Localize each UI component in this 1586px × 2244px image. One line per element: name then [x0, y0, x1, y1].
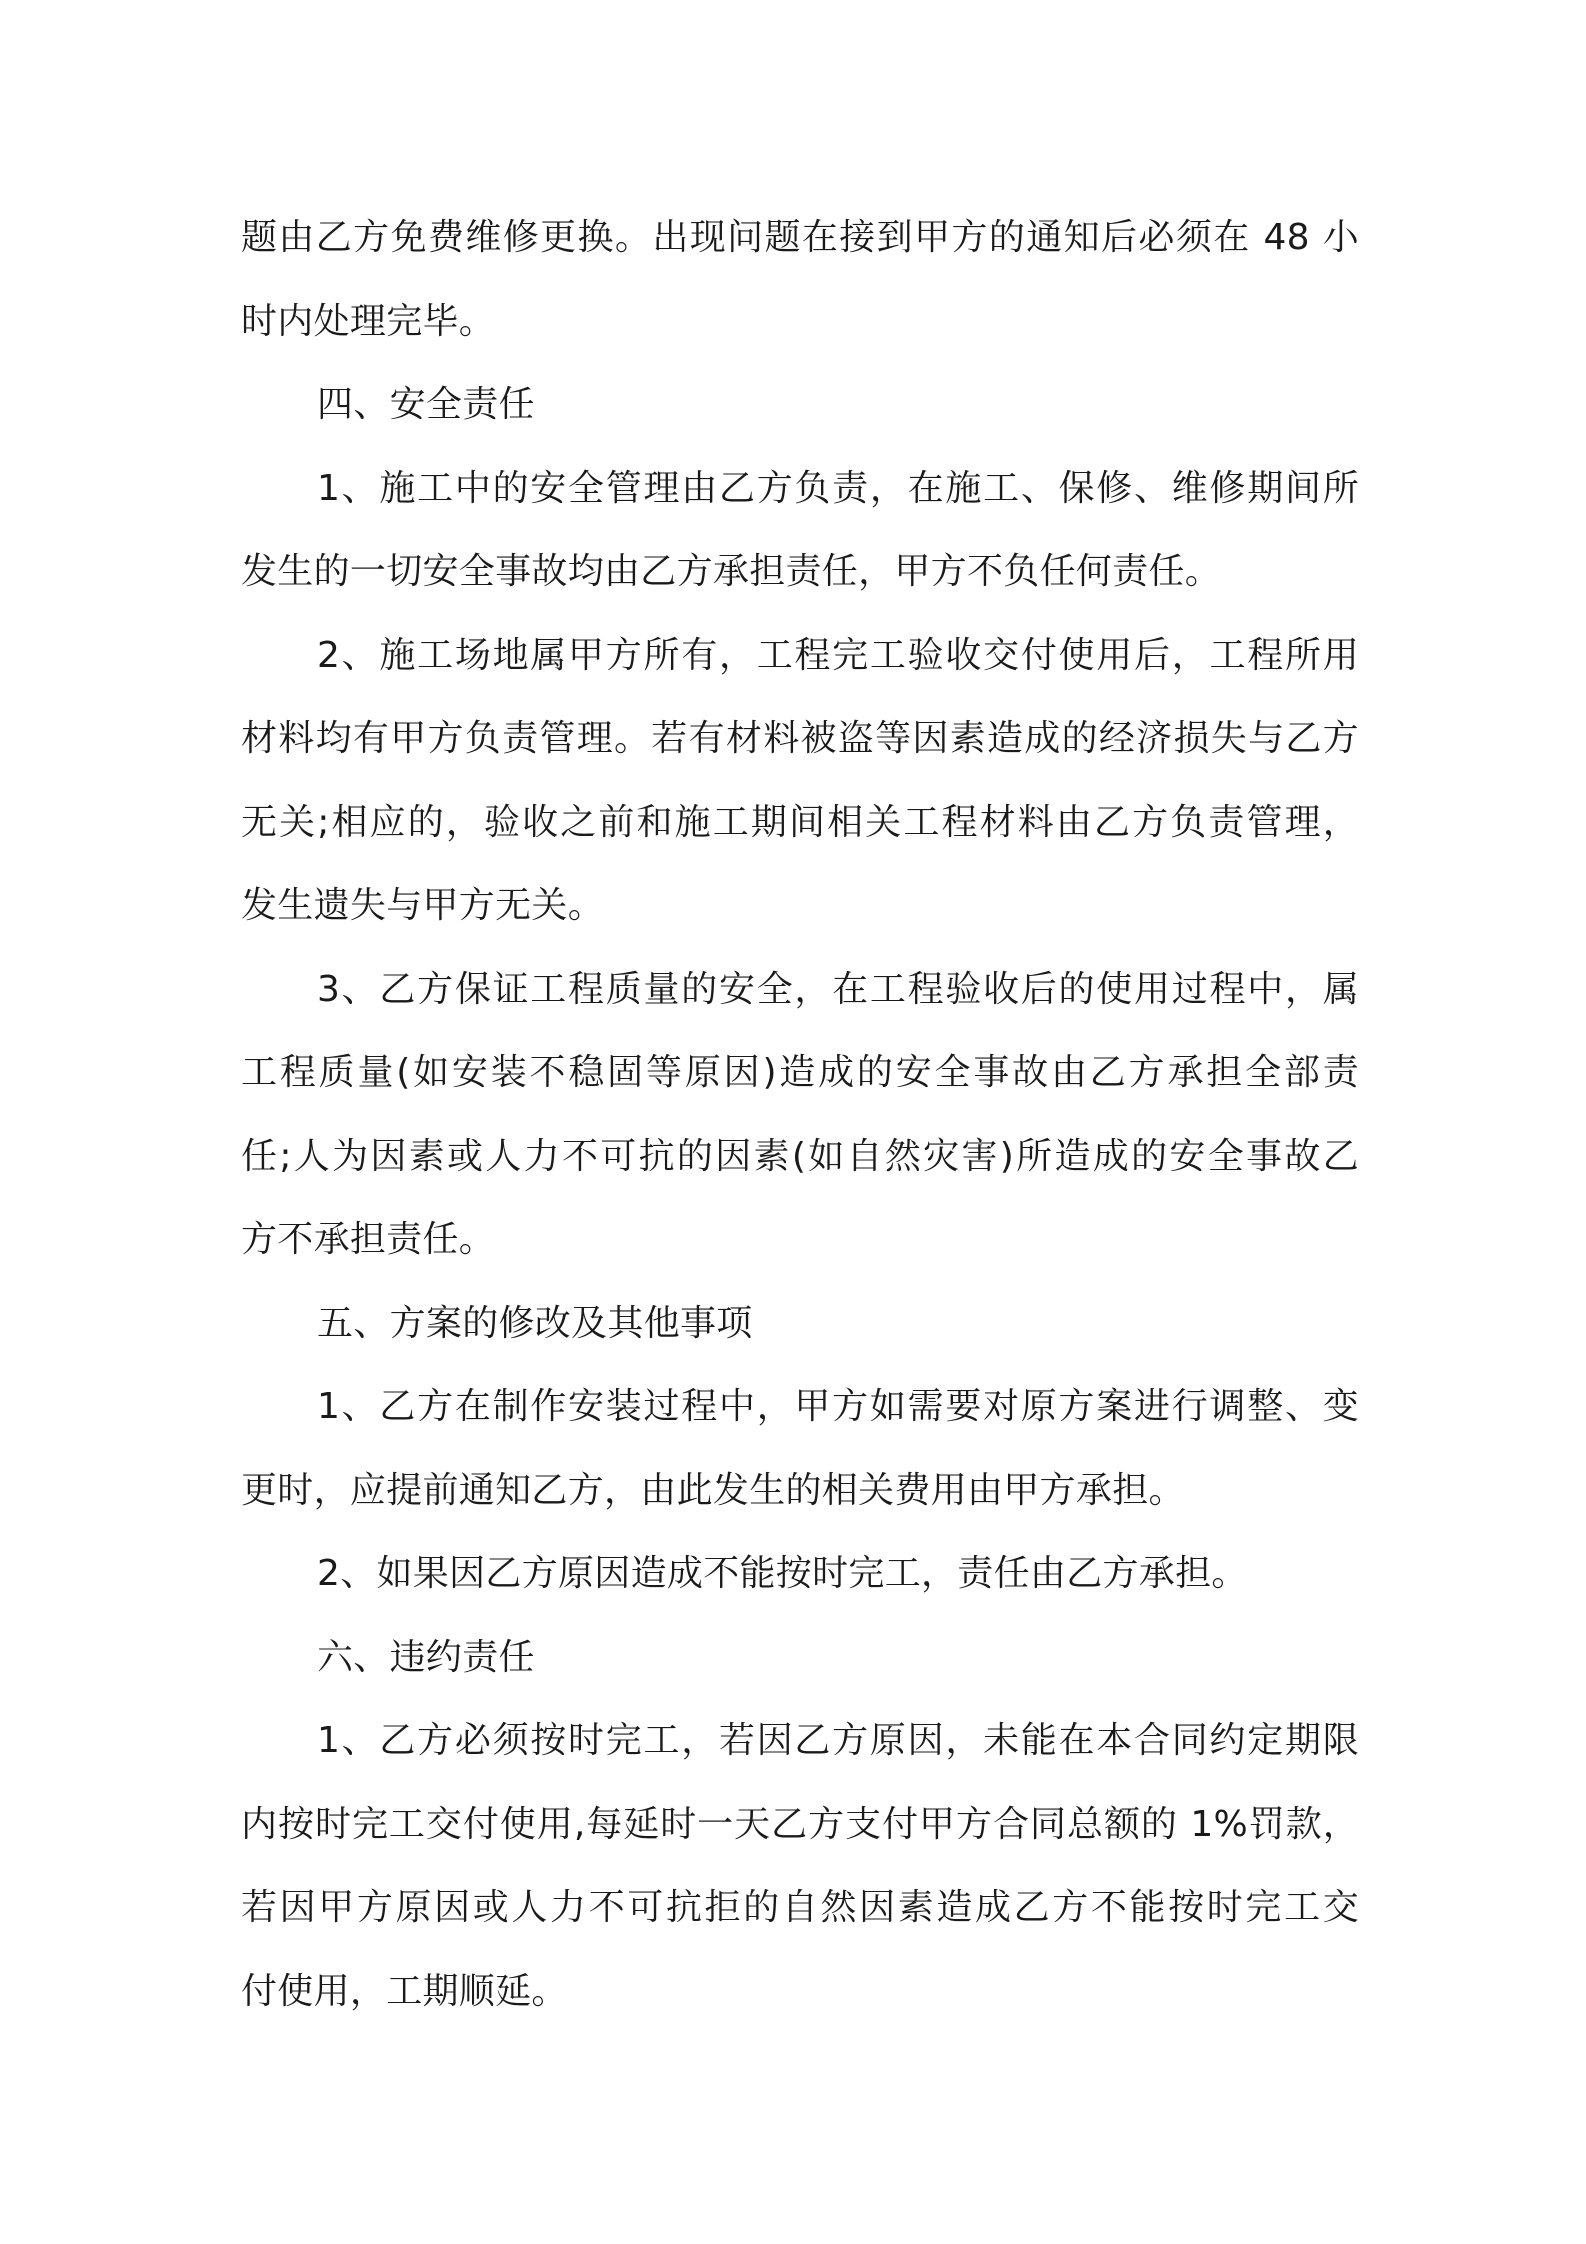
text-line: 若因甲方原因或人力不可抗拒的自然因素造成乙方不能按时完工交 — [241, 1887, 1359, 1928]
paragraph-safety-3 — [241, 948, 1359, 1282]
section-heading-safety: 四、安全责任 — [317, 384, 535, 425]
text-line: 时内处理完毕。 — [241, 300, 496, 342]
text-line: 无关;相应的，验收之前和施工期间相关工程材料由乙方负责管理， — [241, 801, 1359, 843]
text-line: 3、乙方保证工程质量的安全，在工程验收后的使用过程中，属 — [317, 968, 1359, 1010]
section-heading-modification: 五、方案的修改及其他事项 — [317, 1302, 753, 1344]
text-line: 2、如果因乙方原因造成不能按时完工，责任由乙方承担。 — [317, 1553, 1248, 1594]
text-line: 任;人为因素或人力不可抗的因素(如自然灾害)所造成的安全事故乙 — [241, 1135, 1359, 1177]
text-line: 2、施工场地属甲方所有，工程完工验收交付使用后，工程所用 — [317, 634, 1359, 676]
text-line: 1、乙方必须按时完工，若因乙方原因，未能在本合同约定期限 — [317, 1720, 1359, 1761]
paragraph-safety-2 — [241, 614, 1359, 948]
text-line: 题由乙方免费维修更换。出现问题在接到甲方的通知后必须在 48 小 — [241, 217, 1359, 258]
paragraph-modification-1 — [241, 1365, 1359, 1532]
paragraph-modification-2 — [241, 1532, 1359, 1616]
section-heading-breach: 六、违约责任 — [317, 1636, 535, 1678]
text-line: 工程质量(如安装不稳固等原因)造成的安全事故由乙方承担全部责 — [241, 1052, 1359, 1093]
text-line: 付使用，工期顺延。 — [241, 1970, 568, 2012]
paragraph-safety-1 — [241, 447, 1359, 614]
text-line: 发生遗失与甲方无关。 — [241, 885, 605, 926]
text-line: 更时，应提前通知乙方，由此发生的相关费用由甲方承担。 — [241, 1469, 1185, 1511]
text-line: 内按时完工交付使用,每延时一天乙方支付甲方合同总额的 1%罚款， — [241, 1803, 1359, 1845]
text-line: 材料均有甲方负责管理。若有材料被盗等因素造成的经济损失与乙方 — [241, 718, 1359, 759]
paragraph-continuation — [241, 196, 1359, 363]
paragraph-breach-1 — [241, 1699, 1359, 2033]
text-line: 方不承担责任。 — [241, 1219, 496, 1260]
text-line: 1、乙方在制作安装过程中，甲方如需要对原方案进行调整、变 — [317, 1386, 1359, 1427]
text-line: 发生的一切安全事故均由乙方承担责任，甲方不负任何责任。 — [241, 551, 1222, 592]
document-body — [241, 196, 1359, 2033]
text-line: 1、施工中的安全管理由乙方负责，在施工、保修、维修期间所 — [317, 467, 1359, 509]
